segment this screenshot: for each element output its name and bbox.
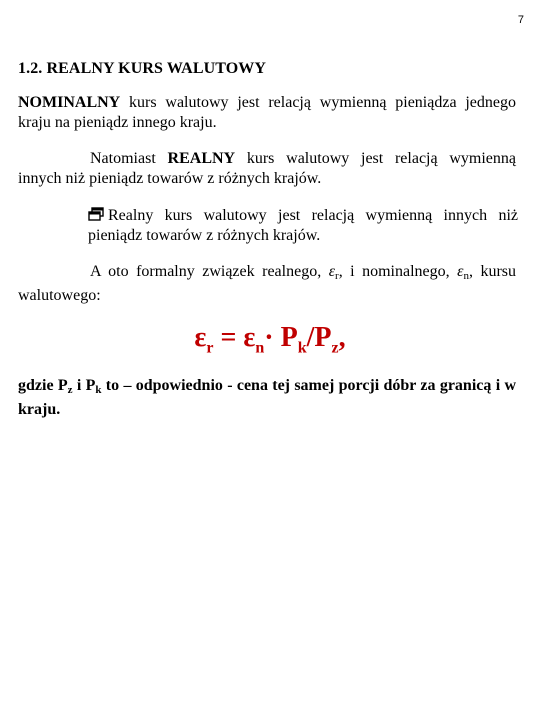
formula-sub-n: n [255,339,265,357]
expl-sub-k: k [95,384,102,396]
price-explanation [18,376,516,420]
formula-sub-k: k [297,339,307,357]
nominal-term: NOMINALNY [18,94,121,111]
intro-part3: , kursu walutowego: [18,263,516,304]
formula-eq: = [213,322,244,353]
eps-symbol: ε [328,263,336,280]
nominal-definition [18,93,516,133]
expl-sub-z: z [67,384,73,396]
formula-p-2: P [314,322,332,353]
real-text: kurs walutowy jest relacją wymienną innych niż pieniądz towarów z różnych krajów. [18,150,517,187]
nominal-text: kurs walutowy jest relacją wymienną pieniądza jednego kraju na pieniądz innego kraju. [18,94,516,131]
formula-eps: ε [194,322,207,353]
formula-sub-z: z [331,339,339,357]
expl-p: P [57,377,68,394]
expl-part2: i [72,377,86,394]
real-term: REALNY [167,150,236,167]
intro-part1: A oto formalny związek realnego, [90,263,329,280]
formula-dot: · [264,322,281,353]
page-number: 7 [517,14,524,26]
real-lead: Natomiast [90,150,168,167]
real-note-text: Realny kurs walutowy jest relacją wymienną innych niż pieniądz towarów z różnych krajów. [88,207,518,244]
intro-part2: , i nominalnego, [338,263,458,280]
sub-n: n [463,270,469,282]
sub-r: r [335,270,339,282]
formula-eps-2: ε [243,322,256,353]
expl-p-2: P [85,377,96,394]
formula [0,322,540,358]
section-heading: 1.2. REALNY KURS WALUTOWY [18,60,267,77]
expl-part3: to – odpowiednio - cena tej samej porcji dóbr za granicą i w kraju. [18,377,516,418]
expl-part1: gdzie [18,377,58,394]
formal-relation-intro [18,262,516,306]
formula-slash: / [306,322,315,353]
eps-symbol-2: ε [457,263,464,280]
real-definition-note [88,206,518,246]
formula-sub-r: r [206,339,214,357]
window-icon [88,207,104,221]
real-definition [18,149,516,189]
formula-comma: , [338,322,346,353]
formula-p: P [280,322,298,353]
